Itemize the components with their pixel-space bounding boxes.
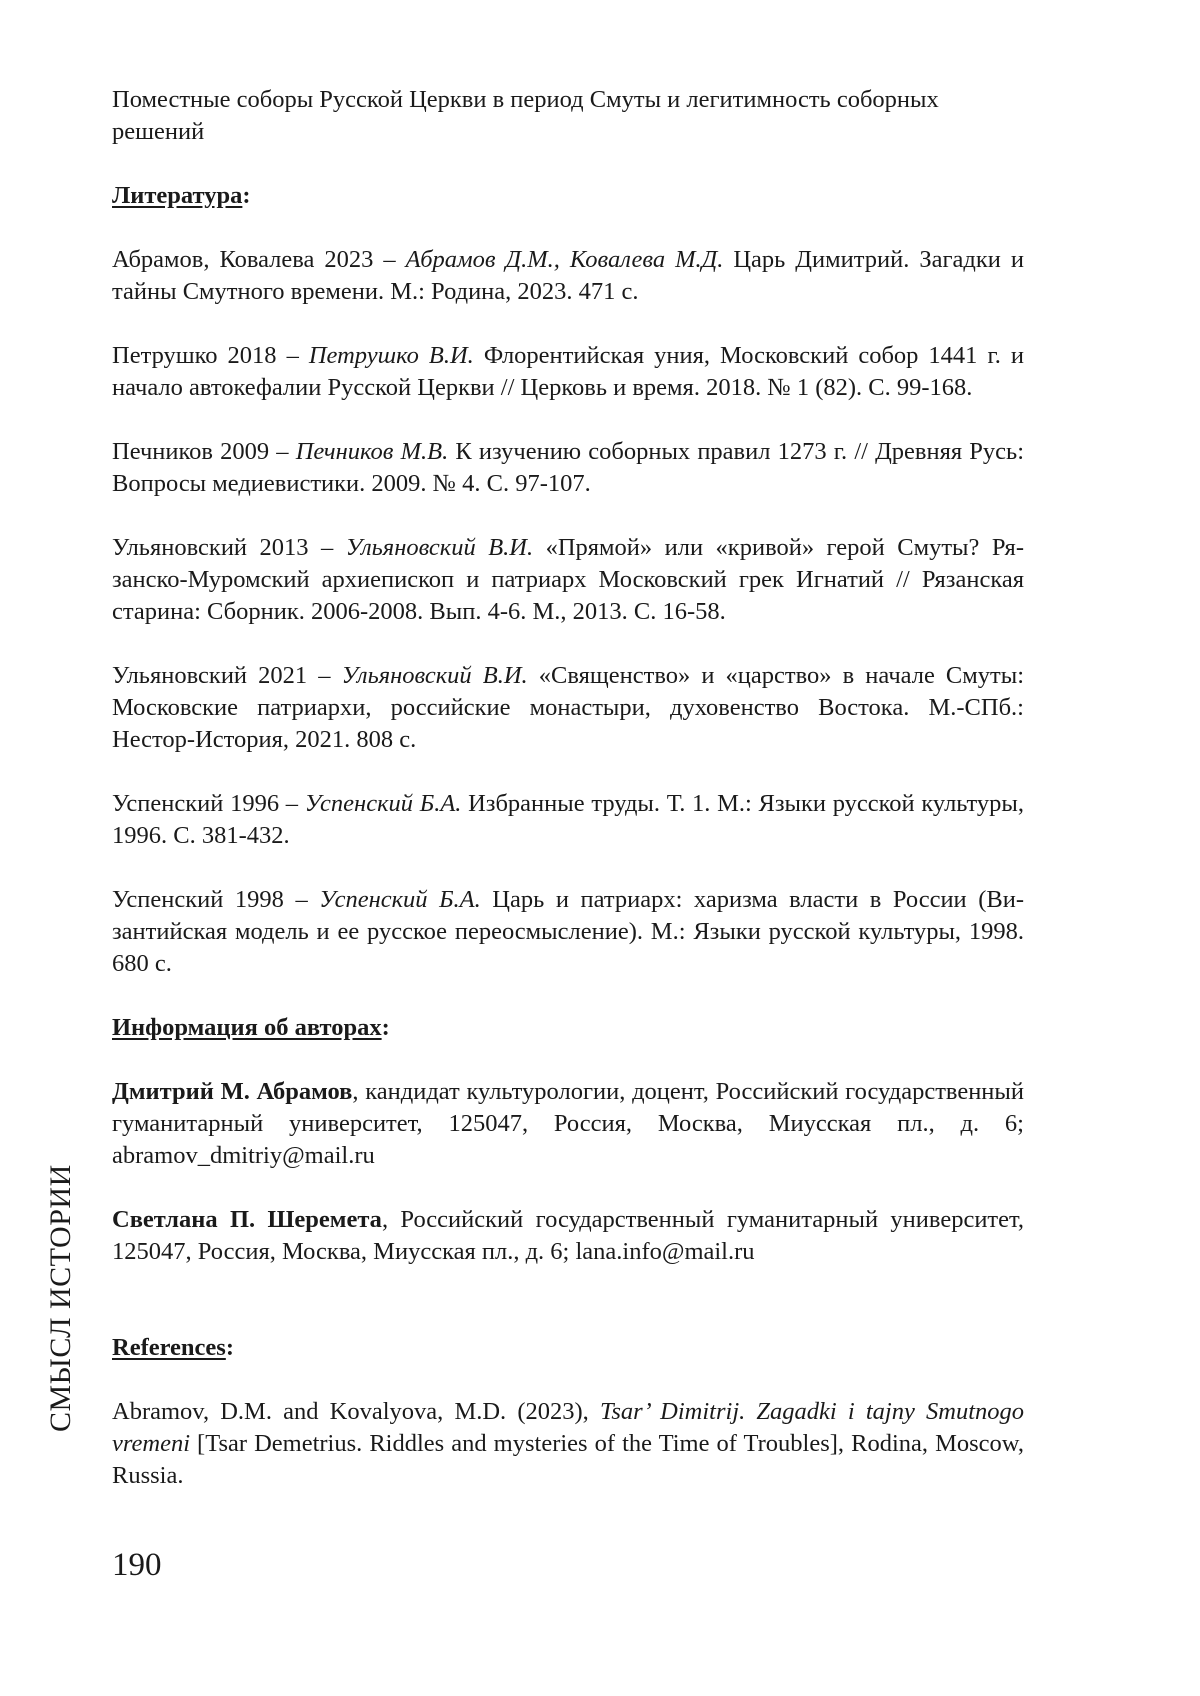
literature-heading: Литература: <box>112 182 251 209</box>
literature-entry <box>112 244 1024 308</box>
entry-authors: Ульяновский В.И. <box>345 534 534 561</box>
reference-details: [Tsar Demetrius. Riddles and mysteries of the Time of Troubles], Rodina, Moscow, Russia. <box>112 1430 1024 1489</box>
entry-key: Ульяновский 2021 – <box>112 662 342 689</box>
entry-authors: Ульяновский В.И. <box>341 662 528 689</box>
author-entry <box>112 1076 1024 1172</box>
entry-authors: Петрушко В.И. <box>308 342 474 369</box>
entry-authors: Печников М.В. <box>295 438 449 465</box>
reference-entry <box>112 1396 1024 1492</box>
author-name: Светлана П. Шеремета <box>112 1206 382 1233</box>
journal-side-title: СМЫСЛ ИСТОРИИ <box>44 1164 77 1432</box>
entry-key: Печников 2009 – <box>112 438 296 465</box>
entry-authors: Успенский Б.А. <box>319 886 481 913</box>
entry-details: Царь и патриарх: харизма власти в России (Византийская модель и ее русское переосмысление). М.: Языки русской культуры, 1998. 680 с. <box>112 886 1024 977</box>
entry-details: К изучению соборных правил 1273 г. // Древняя Русь: Вопросы медиевистики. 2009. № 4. С. 97-107. <box>112 438 1025 497</box>
reference-title: Tsar’ Dimitrij. Zagadki i tajny Smutnogo vremeni <box>112 1398 1024 1457</box>
literature-entry <box>112 884 1024 980</box>
running-title: Поместные соборы Русской Церкви в период Смуты и легитимность соборных решений <box>112 86 939 145</box>
entry-key: Успенский 1996 – <box>112 790 305 817</box>
reference-start: Abramov, D.M. and Kovalyova, M.D. (2023), <box>112 1398 600 1425</box>
entry-key: Абрамов, Ковалева 2023 – <box>112 246 406 273</box>
literature-entry <box>112 436 1024 500</box>
authors-info-heading: Информация об авторах: <box>112 1014 390 1041</box>
entry-authors: Абрамов Д.М., Ковалева М.Д. <box>405 246 724 273</box>
literature-heading-text: Литература <box>112 182 243 209</box>
page-number: 190 <box>112 1547 162 1583</box>
references-heading: References: <box>112 1334 234 1361</box>
literature-entry <box>112 660 1024 756</box>
entry-details: Царь Димитрий. Загадки и тайны Смутного времени. М.: Родина, 2023. 471 с. <box>112 246 1024 305</box>
entry-key: Петрушко 2018 – <box>112 342 309 369</box>
entry-details: Флорентийская уния, Московский собор 1441 г. и начало автокефалии Русской Церкви // Церковь и время. 2018. № 1 (82). С. 99-168. <box>112 342 1025 401</box>
author-details: , кандидат культурологии, доцент, Российский государственный гуманитарный университет, 125047, Россия, Москва, Миусская пл., д. 6; abramov_dmitriy@mail.ru <box>112 1078 1024 1169</box>
entry-details: «Прямой» или «кривой» герой Смуты? Рязанско-Муромский архиепископ и патриарх Московский грек Игнатий // Рязанская старина: Сборник. 2006-2008. Вып. 4-6. М., 2013. С. 16-58. <box>112 534 1024 625</box>
entry-key: Ульяновский 2013 – <box>112 534 346 561</box>
entry-key: Успенский 1998 – <box>112 886 320 913</box>
literature-entry <box>112 788 1024 852</box>
literature-entry <box>112 340 1024 404</box>
author-entry <box>112 1204 1024 1268</box>
page-body <box>112 84 1024 1492</box>
literature-entry <box>112 532 1024 628</box>
entry-details: «Священство» и «царство» в начале Смуты: Московские патриархи, российские монастыри, духовенство Востока. М.-СПб.: Нестор-История, 2021. 808 с. <box>112 662 1025 753</box>
author-details: , Российский государственный гуманитарный университет, 125047, Россия, Москва, Миусская пл., д. 6; lana.info@mail.ru <box>112 1206 1024 1265</box>
references-heading-text: References <box>112 1334 226 1361</box>
entry-authors: Успенский Б.А. <box>304 790 462 817</box>
author-name: Дмитрий М. Абрамов <box>112 1078 353 1105</box>
entry-details: Избранные труды. Т. 1. М.: Языки русской культуры, 1996. С. 381-432. <box>112 790 1025 849</box>
authors-info-heading-text: Информация об авторах <box>112 1014 382 1041</box>
